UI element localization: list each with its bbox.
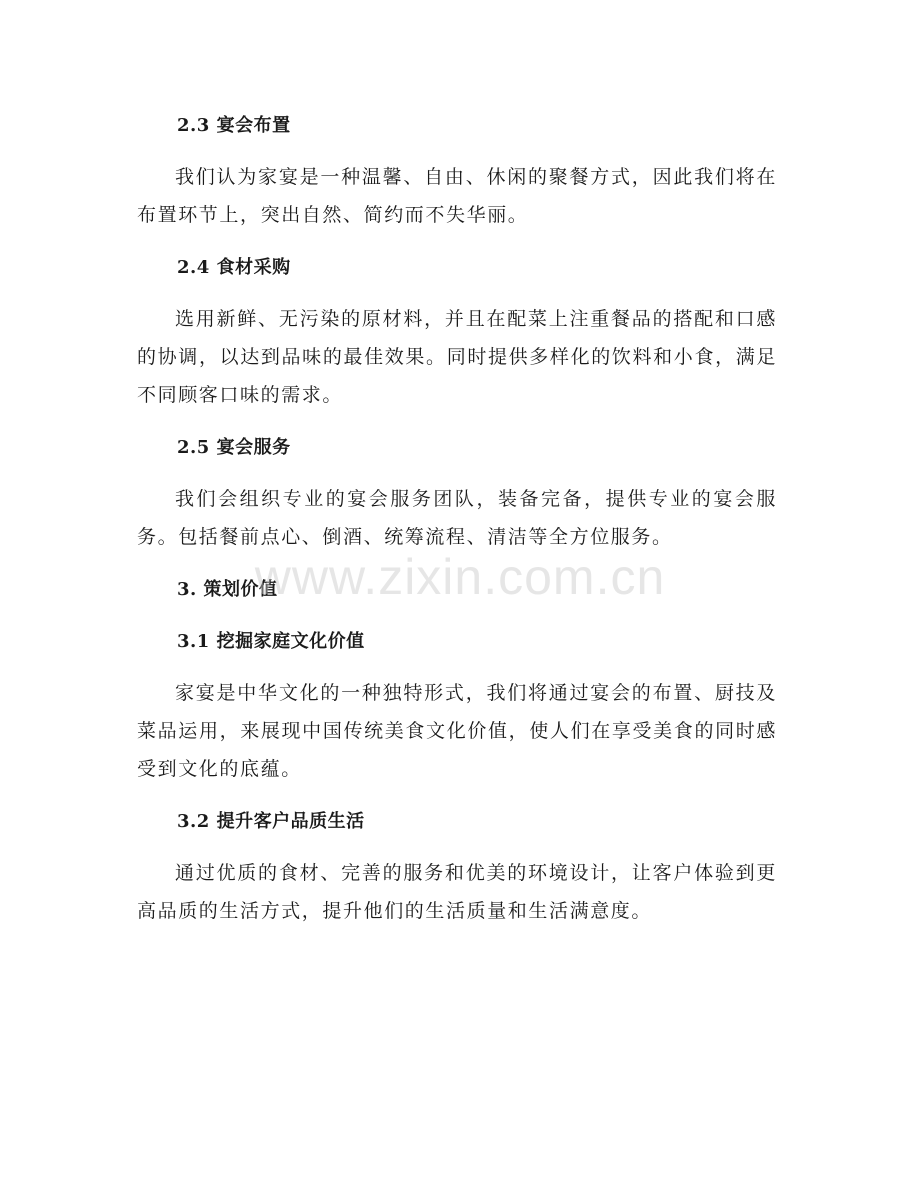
section-paragraph-2-5: 我们会组织专业的宴会服务团队，装备完备，提供专业的宴会服务。包括餐前点心、倒酒、统筹流程、清洁等全方位服务。 <box>137 488 777 548</box>
section-paragraph-3-1: 家宴是中华文化的一种独特形式，我们将通过宴会的布置、厨技及菜品运用，来展现中国传统美食文化价值，使人们在享受美食的同时感受到文化的底蕴。 <box>137 682 777 780</box>
section-paragraph-2-3: 我们认为家宴是一种温馨、自由、休闲的聚餐方式，因此我们将在布置环节上，突出自然、简约而不失华丽。 <box>137 166 777 226</box>
document-content <box>137 108 777 930</box>
watermark-text: www.zixin.com.cn <box>254 549 666 605</box>
section-heading-3-2: 3.2 提升客户品质生活 <box>177 811 365 832</box>
section-heading-3-1: 3.1 挖掘家庭文化价值 <box>177 631 365 652</box>
section-heading-3: 3. 策划价值 <box>177 579 278 600</box>
section-heading-2-5: 2.5 宴会服务 <box>177 437 291 458</box>
section-paragraph-3-2: 通过优质的食材、完善的服务和优美的环境设计，让客户体验到更高品质的生活方式，提升他们的生活质量和生活满意度。 <box>137 862 777 922</box>
section-paragraph-2-4: 选用新鲜、无污染的原材料，并且在配菜上注重餐品的搭配和口感的协调，以达到品味的最佳效果。同时提供多样化的饮料和小食，满足不同顾客口味的需求。 <box>137 308 777 406</box>
section-heading-2-3: 2.3 宴会布置 <box>177 115 291 136</box>
section-heading-2-4: 2.4 食材采购 <box>177 257 291 278</box>
